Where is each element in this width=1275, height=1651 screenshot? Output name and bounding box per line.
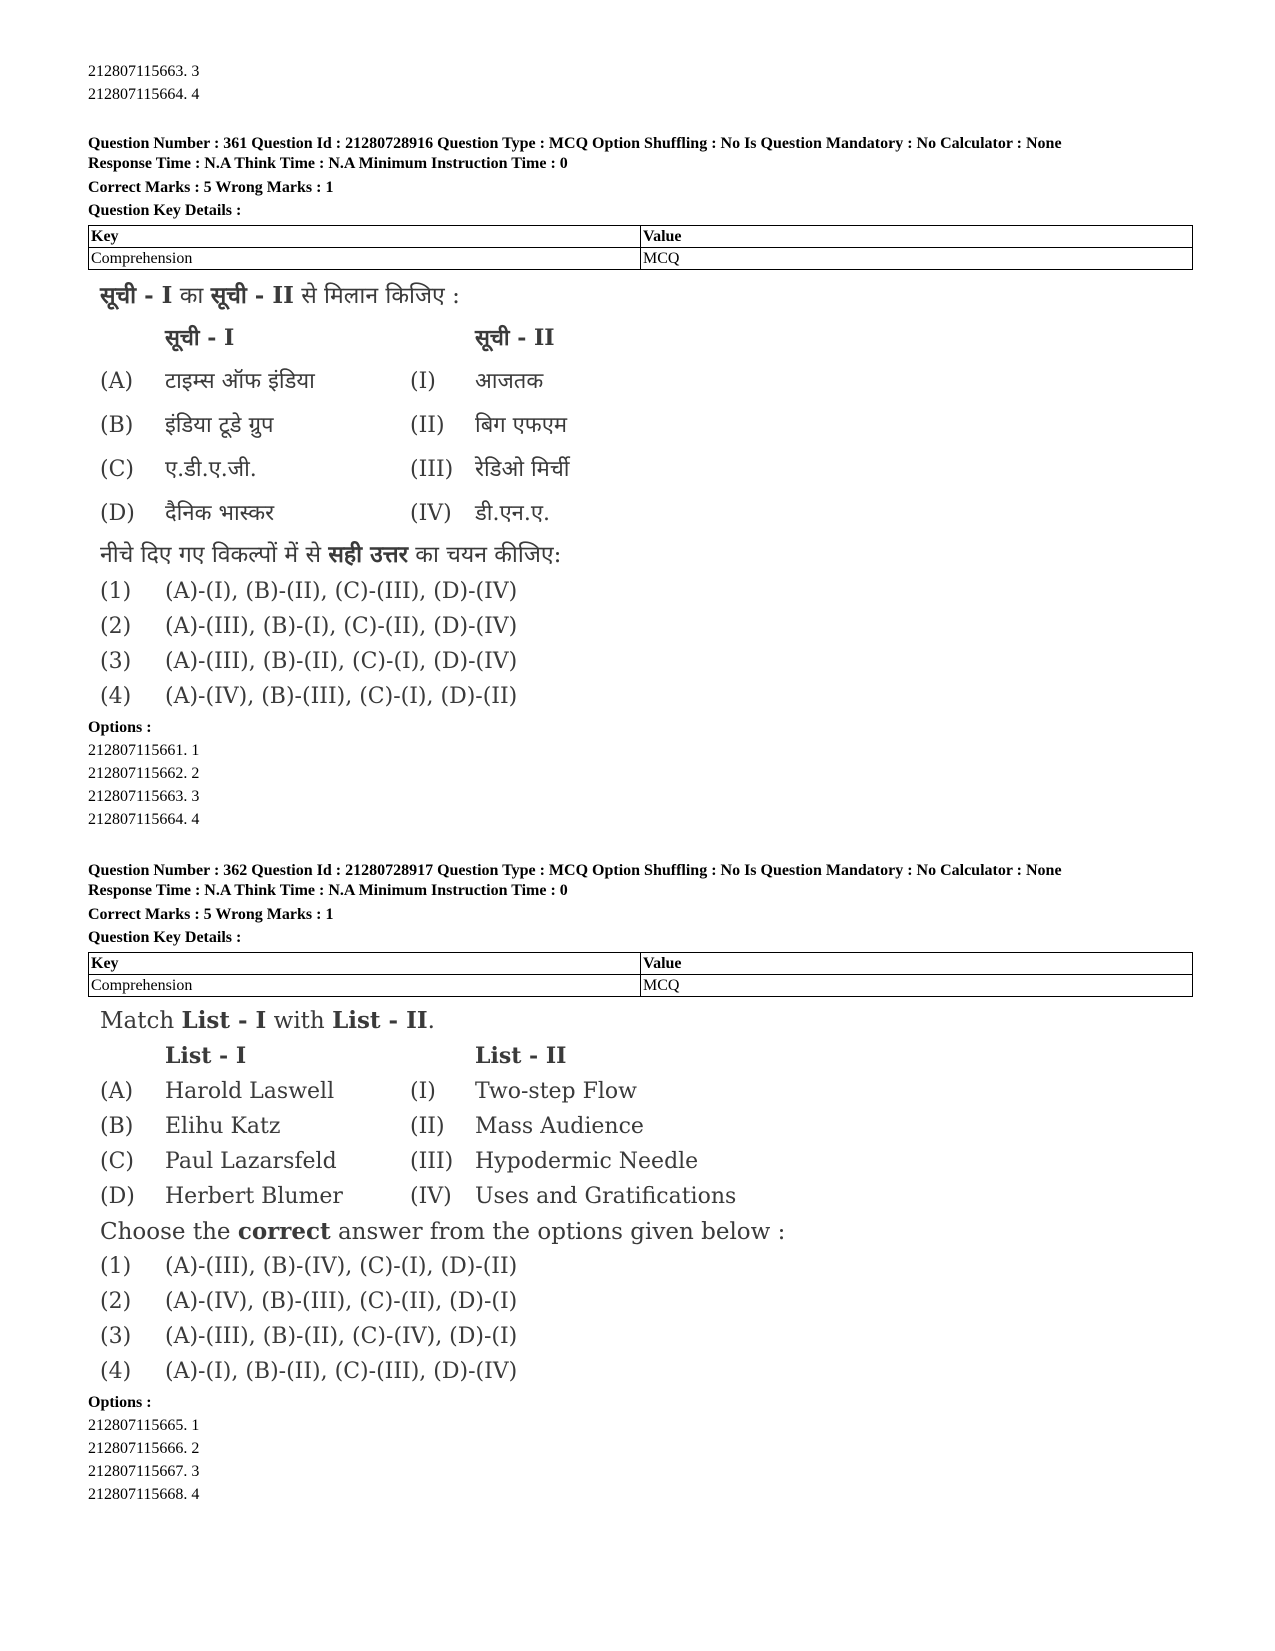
match-row [100, 1144, 1193, 1179]
prompt-part: से मिलान किजिए : [293, 283, 460, 309]
answer-choice [100, 679, 1193, 714]
marks-line: Correct Marks : 5 Wrong Marks : 1 [88, 906, 334, 923]
question-block-361 [88, 134, 1193, 831]
option-id: 212807115662. [88, 765, 188, 782]
answer-choice [100, 1284, 1193, 1319]
choice-text: (A)-(IV), (B)-(III), (C)-(II), (D)-(I) [165, 1289, 518, 1314]
option-id: 212807115666. [88, 1440, 188, 1457]
match-row [100, 1074, 1193, 1109]
option-line [88, 762, 1193, 785]
question-prompt [100, 1003, 1193, 1039]
choice-number: (1) [100, 1254, 132, 1279]
choice-number: (2) [100, 1289, 132, 1314]
option-number: 1 [191, 1417, 200, 1434]
option-id: 212807115667. [88, 1463, 188, 1480]
row-roman: (II) [410, 413, 445, 438]
list1-item: ए.डी.ए.जी. [165, 457, 257, 482]
option-line [88, 60, 1193, 83]
option-number: 2 [191, 1440, 200, 1457]
value-cell: MCQ [641, 248, 1193, 270]
answer-choice [100, 1354, 1193, 1389]
row-letter: (D) [100, 1184, 135, 1209]
prompt-part: . [427, 1008, 435, 1034]
list1-header: सूची - I [165, 325, 235, 351]
list2-header: सूची - II [475, 325, 555, 351]
match-row [100, 1179, 1193, 1214]
option-id: 212807115663. [88, 788, 188, 805]
option-line [88, 739, 1193, 762]
question-header [88, 134, 1193, 174]
choice-number: (3) [100, 1324, 132, 1349]
row-roman: (I) [410, 1079, 436, 1104]
list1-item: Harold Laswell [165, 1079, 335, 1104]
question-meta-line: Question Number : 362 Question Id : 21280728917 Question Type : MCQ Option Shuffling : No Is Question Mandatory : No Calculator : None [88, 862, 1062, 879]
list2-item: बिग एफएम [475, 413, 568, 438]
option-id: 212807115664. [88, 86, 188, 103]
question-header [88, 861, 1193, 901]
table-row [89, 248, 1193, 270]
key-cell: Comprehension [89, 975, 641, 997]
choice-text: (A)-(IV), (B)-(III), (C)-(I), (D)-(II) [165, 684, 518, 709]
question-image [88, 997, 1193, 1389]
choice-number: (3) [100, 649, 132, 674]
list1-item: दैनिक भास्कर [165, 501, 275, 526]
choice-number: (2) [100, 614, 132, 639]
list1-header: List - I [165, 1043, 247, 1069]
prompt-part: का [172, 283, 211, 309]
previous-options-list [88, 60, 1193, 106]
prompt-part: Match [100, 1008, 182, 1034]
option-number: 2 [191, 765, 200, 782]
key-details-table [88, 952, 1193, 997]
question-block-362 [88, 861, 1193, 1506]
row-letter: (C) [100, 457, 134, 482]
prompt-part: with [266, 1008, 333, 1034]
answer-choice [100, 574, 1193, 609]
option-line [88, 1437, 1193, 1460]
instruction-part: answer from the options given below : [330, 1219, 786, 1245]
option-id: 212807115668. [88, 1486, 188, 1503]
key-details-label: Question Key Details : [88, 202, 242, 219]
options-list [88, 739, 1193, 831]
spacer [100, 316, 165, 360]
option-id: 212807115665. [88, 1417, 188, 1434]
option-line [88, 785, 1193, 808]
row-letter: (B) [100, 1114, 134, 1139]
option-line [88, 808, 1193, 831]
table-header-row [89, 226, 1193, 248]
row-letter: (C) [100, 1149, 134, 1174]
list2-item: Hypodermic Needle [475, 1149, 699, 1174]
choice-number: (4) [100, 1359, 132, 1384]
table-row [89, 975, 1193, 997]
list2-item: डी.एन.ए. [475, 501, 550, 526]
match-row [100, 404, 1193, 448]
key-header: Key [89, 953, 641, 975]
spacer [100, 1039, 165, 1074]
options-label: Options : [88, 719, 152, 736]
option-line [88, 1483, 1193, 1506]
list2-item: रेडिओ मिर्ची [475, 457, 570, 482]
answer-choice [100, 644, 1193, 679]
choice-text: (A)-(III), (B)-(IV), (C)-(I), (D)-(II) [165, 1254, 518, 1279]
list2-item: आजतक [475, 369, 544, 394]
value-header: Value [641, 226, 1193, 248]
row-letter: (A) [100, 1079, 134, 1104]
list-headers [100, 316, 1193, 360]
document-page [88, 60, 1193, 1506]
option-id: 212807115664. [88, 811, 188, 828]
choice-text: (A)-(III), (B)-(II), (C)-(I), (D)-(IV) [165, 649, 518, 674]
option-line [88, 1460, 1193, 1483]
option-id: 212807115663. [88, 63, 188, 80]
option-number: 3 [191, 63, 200, 80]
value-cell: MCQ [641, 975, 1193, 997]
choice-text: (A)-(I), (B)-(II), (C)-(III), (D)-(IV) [165, 579, 518, 604]
question-timing-line: Response Time : N.A Think Time : N.A Minimum Instruction Time : 0 [88, 882, 568, 899]
instruction-part: सही उत्तर [328, 541, 408, 568]
question-prompt [100, 276, 1193, 316]
list2-item: Uses and Gratifications [475, 1184, 737, 1209]
answer-choice [100, 1319, 1193, 1354]
choice-text: (A)-(III), (B)-(II), (C)-(IV), (D)-(I) [165, 1324, 518, 1349]
list1-item: Herbert Blumer [165, 1184, 343, 1209]
marks-line: Correct Marks : 5 Wrong Marks : 1 [88, 179, 334, 196]
row-letter: (A) [100, 369, 134, 394]
match-row [100, 492, 1193, 536]
row-roman: (III) [410, 1149, 454, 1174]
list1-item: Paul Lazarsfeld [165, 1149, 337, 1174]
question-meta-line: Question Number : 361 Question Id : 21280728916 Question Type : MCQ Option Shuffling : No Is Question Mandatory : No Calculator : None [88, 135, 1062, 152]
answer-instruction [100, 1214, 1193, 1249]
choice-text: (A)-(III), (B)-(I), (C)-(II), (D)-(IV) [165, 614, 518, 639]
key-details-table [88, 225, 1193, 270]
options-list [88, 1414, 1193, 1506]
row-roman: (IV) [410, 501, 452, 526]
row-roman: (II) [410, 1114, 445, 1139]
row-roman: (IV) [410, 1184, 452, 1209]
question-image [88, 270, 1193, 714]
choice-text: (A)-(I), (B)-(II), (C)-(III), (D)-(IV) [165, 1359, 518, 1384]
row-roman: (III) [410, 457, 454, 482]
answer-choice [100, 1249, 1193, 1284]
option-id: 212807115661. [88, 742, 188, 759]
instruction-part: का चयन कीजिए: [408, 542, 562, 568]
option-number: 1 [191, 742, 200, 759]
value-header: Value [641, 953, 1193, 975]
question-timing-line: Response Time : N.A Think Time : N.A Minimum Instruction Time : 0 [88, 155, 568, 172]
key-details-label: Question Key Details : [88, 929, 242, 946]
match-row [100, 448, 1193, 492]
option-line [88, 83, 1193, 106]
list1-item: टाइम्स ऑफ इंडिया [165, 369, 315, 394]
key-cell: Comprehension [89, 248, 641, 270]
list2-header: List - II [475, 1043, 567, 1069]
instruction-part: Choose the [100, 1219, 238, 1245]
choice-number: (4) [100, 684, 132, 709]
option-number: 3 [191, 1463, 200, 1480]
answer-choice [100, 609, 1193, 644]
options-label: Options : [88, 1394, 152, 1411]
prompt-part: List - II [332, 1007, 428, 1034]
option-line [88, 1414, 1193, 1437]
list-headers [100, 1039, 1193, 1074]
option-number: 3 [191, 788, 200, 805]
prompt-part: सूची - I [100, 282, 173, 309]
choice-number: (1) [100, 579, 132, 604]
row-roman: (I) [410, 369, 436, 394]
row-letter: (B) [100, 413, 134, 438]
list2-item: Two-step Flow [475, 1079, 638, 1104]
option-number: 4 [191, 86, 200, 103]
option-number: 4 [191, 811, 200, 828]
match-row [100, 360, 1193, 404]
list1-item: इंडिया टूडे ग्रुप [165, 413, 274, 438]
answer-instruction [100, 536, 1193, 574]
list2-item: Mass Audience [475, 1114, 644, 1139]
instruction-part: नीचे दिए गए विकल्पों में से [100, 542, 329, 568]
list1-item: Elihu Katz [165, 1114, 281, 1139]
instruction-part: correct [237, 1218, 331, 1245]
row-letter: (D) [100, 501, 135, 526]
prompt-part: List - I [181, 1007, 267, 1034]
table-header-row [89, 953, 1193, 975]
option-number: 4 [191, 1486, 200, 1503]
match-row [100, 1109, 1193, 1144]
prompt-part: सूची - II [210, 282, 294, 309]
key-header: Key [89, 226, 641, 248]
